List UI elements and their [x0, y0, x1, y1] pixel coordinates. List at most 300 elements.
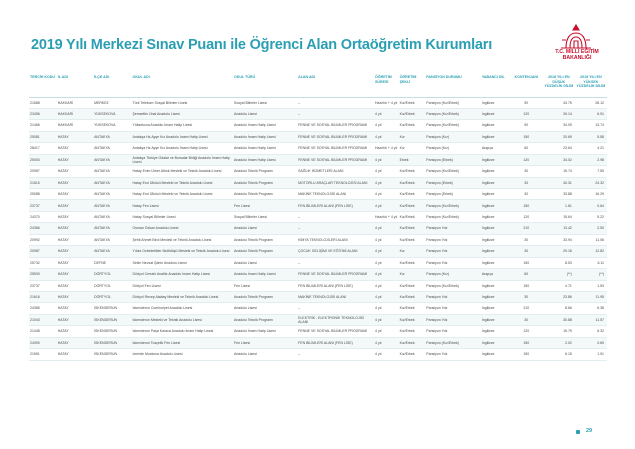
cell-district: ANTAKYA [93, 154, 131, 165]
cell-school: İzmirde Moskova Anadolu Lisesi [132, 349, 233, 360]
cell-hostel: Pansiyon (Kız/Erkek) [425, 337, 481, 348]
cell-quota: 30 [510, 314, 543, 325]
cell-p1: 8.66 [543, 303, 575, 314]
cell-quota: 120 [510, 154, 543, 165]
cell-type: Anadolu Teknik Programı [233, 189, 297, 200]
cell-code: 25088 [29, 189, 57, 200]
col-district: İLÇE ADI [93, 74, 131, 97]
cell-p1: 33.88 [543, 189, 575, 200]
cell-hostel: Pansiyon Yok [425, 326, 481, 337]
cell-p1: 43.75 [543, 97, 575, 108]
table-row [29, 234, 607, 245]
cell-mode: Kız [399, 269, 426, 280]
cell-hostel: Pansiyon (Kız/Erkek) [425, 97, 481, 108]
cell-term: 4 yıl [374, 337, 399, 348]
cell-term: 4 yıl [374, 189, 399, 200]
cell-hostel: Pansiyon Yok [425, 314, 481, 325]
table-header [29, 74, 607, 97]
cell-p1: 4.71 [543, 280, 575, 291]
cell-hostel: Pansiyon Yok [425, 246, 481, 257]
table-row [29, 303, 607, 314]
cell-district: İSKENDERUN [93, 303, 131, 314]
cell-school: Hatay Evim Ümer Altıok Mesleki ve Teknik Anadolu Lisesi [132, 166, 233, 177]
cell-p2: 6.32 [575, 326, 607, 337]
cell-quota: 120 [510, 108, 543, 119]
cell-district: ANTAKYA [93, 131, 131, 142]
cell-field: – [297, 303, 374, 314]
table-row [29, 120, 607, 131]
cell-mode: Kız/Erkek [399, 108, 426, 119]
cell-field: FEN BİLİMLERİ ALANI (FEN LİSE) [297, 280, 374, 291]
cell-p2: 2.50 [575, 223, 607, 234]
table-row [29, 154, 607, 165]
cell-quota: 150 [510, 349, 543, 360]
cell-district: ANTAKYA [93, 234, 131, 245]
cell-field: – [297, 211, 374, 222]
col-field: ALAN ADI [297, 74, 374, 97]
cell-hostel: Pansiyon Yok [425, 223, 481, 234]
cell-city: HATAY [57, 177, 93, 188]
cell-term: Hazırlık + 4 yıl [374, 143, 399, 154]
cell-school: İskenderun Tosçelik Fen Lisesi [132, 337, 233, 348]
cell-code: 28417 [29, 143, 57, 154]
cell-lang: Arapça [481, 143, 510, 154]
cell-type: Anadolu Teknik Programı [233, 177, 297, 188]
cell-type: Fen Lisesi [233, 337, 297, 348]
table-row [29, 280, 607, 291]
cell-lang: İngilizce [481, 326, 510, 337]
cell-hostel: Pansiyon Yok [425, 291, 481, 302]
cell-mode: Kız [399, 131, 426, 142]
cell-type: Sosyal Bilimler Lisesi [233, 211, 297, 222]
cell-code: 21448 [29, 326, 57, 337]
cell-code: 21043 [29, 314, 57, 325]
col-city: İL ADI [57, 74, 93, 97]
cell-mode: Kız/Erkek [399, 337, 426, 348]
cell-term: 4 yıl [374, 223, 399, 234]
cell-field: FEN BİLİMLERİ ALANI (FEN LİSE) [297, 200, 374, 211]
cell-city: HAKKARİ [57, 97, 93, 108]
cell-mode: Kız/Erkek [399, 280, 426, 291]
cell-quota: 150 [510, 200, 543, 211]
cell-lang: İngilizce [481, 131, 510, 142]
cell-school: İskenderun Cumhuriyet Anadolu Lisesi [132, 303, 233, 314]
cell-field: MAKİNE TEKNOLOJİSİ ALANI [297, 189, 374, 200]
cell-quota: 120 [510, 211, 543, 222]
cell-type: Anadolu Lisesi [233, 223, 297, 234]
cell-lang: İngilizce [481, 108, 510, 119]
cell-hostel: Pansiyon (Kız/Erkek) [425, 200, 481, 211]
cell-quota: 150 [510, 280, 543, 291]
cell-lang: İngilizce [481, 291, 510, 302]
cell-district: ANTAKYA [93, 166, 131, 177]
cell-p2: 16.29 [575, 189, 607, 200]
cell-type: Anadolu İmam Hatip Lisesi [233, 269, 297, 280]
cell-lang: İngilizce [481, 314, 510, 325]
cell-city: HATAY [57, 143, 93, 154]
cell-p2: 13.74 [575, 120, 607, 131]
cell-district: ANTAKYA [93, 211, 131, 222]
cell-district: DEFNE [93, 257, 131, 268]
cell-p1: 13.42 [543, 223, 575, 234]
cell-lang: İngilizce [481, 154, 510, 165]
col-code: TERCİH KODU [29, 74, 57, 97]
cell-term: 4 yıl [374, 177, 399, 188]
cell-hostel: Pansiyon (Kız/Erkek) [425, 108, 481, 119]
cell-district: DÖRTYOL [93, 291, 131, 302]
cell-quota: 120 [510, 326, 543, 337]
cell-school: Antakya Hz.Ayşe Kız Anadolu İmam Hatip Lisesi [132, 143, 233, 154]
cell-type: Sosyal Bilimler Lisesi [233, 97, 297, 108]
cell-school: Şehit Ahmet Birol Mesleki ve Teknik Anadolu Lisesi [132, 234, 233, 245]
cell-p1: 8.53 [543, 257, 575, 268]
cell-code: 21688 [29, 97, 57, 108]
col-quota: KONTENJANI [510, 74, 543, 97]
cell-term: 4 yıl [374, 291, 399, 302]
cell-field: FENNE VE SOSYAL BİLİMLER PROGRAMI [297, 269, 374, 280]
cell-school: Dörtyol Recep Atabay Mesleki ve Teknik Anadolu Lisesi [132, 291, 233, 302]
cell-field: FENNE VE SOSYAL BİLİMLER PROGRAMI [297, 143, 374, 154]
col-term: ÖĞRETİM SÜRESİ [374, 74, 399, 97]
cell-p1: 29.16 [543, 246, 575, 257]
cell-term: 4 yıl [374, 120, 399, 131]
cell-lang: İngilizce [481, 189, 510, 200]
cell-code: 23737 [29, 280, 57, 291]
cell-lang: İngilizce [481, 303, 510, 314]
cell-field: ÇOCUK GELİŞİMİ VE EĞİTİMİ ALANI [297, 246, 374, 257]
cell-hostel: Pansiyon (Kız) [425, 269, 481, 280]
cell-city: HATAY [57, 314, 93, 325]
cell-mode: Kız/Erkek [399, 189, 426, 200]
cell-hostel: Pansiyon (Kız) [425, 143, 481, 154]
cell-city: HATAY [57, 246, 93, 257]
cell-hostel: Pansiyon Yok [425, 303, 481, 314]
cell-code: 24370 [29, 211, 57, 222]
cell-p1: 15.64 [543, 211, 575, 222]
cell-school: Yüksekova Anadolu İmam Hatip Lisesi [132, 120, 233, 131]
cell-city: HATAY [57, 269, 93, 280]
cell-lang: İngilizce [481, 211, 510, 222]
cell-hostel: Pansiyon (Erkek) [425, 154, 481, 165]
cell-p1: 1.61 [543, 200, 575, 211]
cell-mode: Kız [399, 143, 426, 154]
cell-field: – [297, 257, 374, 268]
cell-quota: 30 [510, 234, 543, 245]
cell-code: 20992 [29, 234, 57, 245]
cell-school: Antakya Türkiye Odalar ve Borsalar Birliği Anadolu İmam Hatip Lisesi [132, 154, 233, 165]
cell-code: 25732 [29, 257, 57, 268]
cell-district: YÜKSEKOVA [93, 120, 131, 131]
cell-quota: 90 [510, 97, 543, 108]
cell-hostel: Pansiyon Yok [425, 349, 481, 360]
schools-table [29, 74, 607, 361]
cell-quota: 30 [510, 177, 543, 188]
cell-p2: 4.21 [575, 143, 607, 154]
cell-hostel: Pansiyon Yok [425, 257, 481, 268]
cell-lang: İngilizce [481, 246, 510, 257]
cell-quota: 30 [510, 246, 543, 257]
cell-city: HATAY [57, 200, 93, 211]
page-marker [576, 430, 580, 434]
cell-district: ANTAKYA [93, 223, 131, 234]
cell-mode: Kız/Erkek [399, 314, 426, 325]
cell-city: HATAY [57, 166, 93, 177]
table-row [29, 337, 607, 348]
cell-lang: İngilizce [481, 200, 510, 211]
cell-mode: Kız/Erkek [399, 223, 426, 234]
cell-code: 21466 [29, 120, 57, 131]
table-row [29, 246, 607, 257]
cell-type: Anadolu İmam Hatip Lisesi [233, 154, 297, 165]
cell-p1: 2.02 [543, 337, 575, 348]
cell-p1: 34.02 [543, 154, 575, 165]
cell-p1: 20.69 [543, 131, 575, 142]
table-row [29, 257, 607, 268]
cell-p1: 40.31 [543, 177, 575, 188]
cell-field: FENNE VE SOSYAL BİLİMLER PROGRAMI [297, 120, 374, 131]
cell-field: – [297, 349, 374, 360]
cell-field: FENNE VE SOSYAL BİLİMLER PROGRAMI [297, 131, 374, 142]
cell-hostel: Pansiyon (Kız/Erkek) [425, 211, 481, 222]
cell-lang: İngilizce [481, 120, 510, 131]
cell-mode: Kız/Erkek [399, 326, 426, 337]
cell-hostel: Pansiyon (Kız/Erkek) [425, 280, 481, 291]
cell-field: MOTORLU ARAÇLAR TEKNOLOJİSİ ALANI [297, 177, 374, 188]
table-row [29, 143, 607, 154]
cell-school: Hatay Sosyal Bilimler Lisesi [132, 211, 233, 222]
cell-quota: 210 [510, 223, 543, 234]
table-row [29, 200, 607, 211]
logo-name: T.C. MİLLÎ EĞİTİM BAKANLIĞI [555, 49, 599, 61]
cell-district: ANTAKYA [93, 189, 131, 200]
cell-city: HATAY [57, 280, 93, 291]
cell-city: HATAY [57, 303, 93, 314]
cell-lang: İngilizce [481, 177, 510, 188]
cell-term: 4 yıl [374, 234, 399, 245]
cell-term: 4 yıl [374, 280, 399, 291]
cell-lang: İngilizce [481, 166, 510, 177]
cell-mode: Kız/Erkek [399, 291, 426, 302]
col-in-pct: 2018 YILI EN DÜŞÜK YÜZDELİK DİLİM [543, 74, 575, 97]
cell-lang: İngilizce [481, 280, 510, 291]
cell-district: DÖRTYOL [93, 269, 131, 280]
cell-school: Hatay Erol Ülkücü Mesleki ve Teknik Anadolu Lisesi [132, 177, 233, 188]
cell-p1: 6.15 [543, 349, 575, 360]
cell-mode: Kız/Erkek [399, 166, 426, 177]
cell-district: ANTAKYA [93, 246, 131, 257]
cell-mode: Kız/Erkek [399, 257, 426, 268]
cell-term: 4 yıl [374, 154, 399, 165]
cell-code: 20987 [29, 246, 57, 257]
cell-p1: 15.74 [543, 166, 575, 177]
cell-quota: 30 [510, 291, 543, 302]
cell-district: ANTAKYA [93, 177, 131, 188]
cell-quota: 90 [510, 120, 543, 131]
cell-p2: 0.64 [575, 200, 607, 211]
cell-city: HATAY [57, 189, 93, 200]
cell-term: 4 yıl [374, 269, 399, 280]
cell-school: Selim Nevzat Şahin Anadolu Lisesi [132, 257, 233, 268]
cell-city: HATAY [57, 131, 93, 142]
cell-type: Anadolu Teknik Programı [233, 166, 297, 177]
cell-city: HATAY [57, 211, 93, 222]
cell-field: FEN BİLİMLERİ ALANI (FEN LİSE) [297, 337, 374, 348]
table-row [29, 211, 607, 222]
cell-school: Antakya Hz.Ayşe Kız Anadolu İmam Hatip Lisesi [132, 131, 233, 142]
cell-quota: 210 [510, 303, 543, 314]
cell-term: 4 yıl [374, 200, 399, 211]
cell-quota: 60 [510, 269, 543, 280]
cell-district: İSKENDERUN [93, 337, 131, 348]
cell-city: HAKKARİ [57, 120, 93, 131]
cell-p1: 26.14 [543, 108, 575, 119]
col-out-pct: 2019 YILI EN YÜKSEK YÜZDELİK DİLİM [575, 74, 607, 97]
cell-mode: Kız/Erkek [399, 120, 426, 131]
cell-p1: 23.64 [543, 143, 575, 154]
table-row [29, 326, 607, 337]
cell-school: Dörtyol Fen Lisesi [132, 280, 233, 291]
cell-field: KİMYA TEKNOLOJİLERİ ALANI [297, 234, 374, 245]
cell-p2: 11.57 [575, 314, 607, 325]
cell-p2: 12.82 [575, 246, 607, 257]
table-row [29, 189, 607, 200]
cell-mode: Kız/Erkek [399, 303, 426, 314]
cell-lang: İngilizce [481, 349, 510, 360]
cell-school: İskenderun Paşa Karaca Anadolu İmam Hatip Lisesi [132, 326, 233, 337]
cell-p2: 6.38 [575, 303, 607, 314]
cell-p2: 11.95 [575, 291, 607, 302]
cell-code: 23456 [29, 108, 57, 119]
ministry-emblem-icon [552, 22, 600, 50]
cell-code: 25539 [29, 269, 57, 280]
cell-city: HATAY [57, 337, 93, 348]
cell-field: FENNE VE SOSYAL BİLİMLER PROGRAMI [297, 154, 374, 165]
cell-type: Anadolu Teknik Programı [233, 234, 297, 245]
cell-hostel: Pansiyon (Kız/Erkek) [425, 120, 481, 131]
cell-code: 24385 [29, 303, 57, 314]
cell-term: Hazırlık + 4 yıl [374, 97, 399, 108]
cell-p2: 0.69 [575, 337, 607, 348]
cell-school: Yıldız Ozbekelikler Multidüşü Mesleki ve Teknik Anadolu Lisesi [132, 246, 233, 257]
cell-p1: 23.86 [543, 291, 575, 302]
cell-code: 23737 [29, 200, 57, 211]
cell-lang: İngilizce [481, 337, 510, 348]
table-row [29, 108, 607, 119]
col-school: OKUL ADI [132, 74, 233, 97]
cell-p1: 34.09 [543, 120, 575, 131]
cell-city: HATAY [57, 234, 93, 245]
cell-city: HATAY [57, 154, 93, 165]
cell-city: HATAY [57, 223, 93, 234]
cell-term: 4 yıl [374, 246, 399, 257]
table-row [29, 97, 607, 108]
cell-code: 25003 [29, 154, 57, 165]
cell-mode: Kız/Erkek [399, 349, 426, 360]
cell-field: ELEKTRİK - ELEKTRONİK TEKNOLOJİSİ ALANI [297, 314, 374, 325]
cell-type: Anadolu Teknik Programı [233, 246, 297, 257]
cell-district: ANTAKYA [93, 143, 131, 154]
cell-p2: 2.98 [575, 154, 607, 165]
cell-type: Anadolu Lisesi [233, 257, 297, 268]
cell-type: Anadolu Teknik Programı [233, 291, 297, 302]
cell-lang: İngilizce [481, 223, 510, 234]
table-row [29, 131, 607, 142]
cell-mode: Kız/Erkek [399, 200, 426, 211]
cell-p2: 28.12 [575, 97, 607, 108]
cell-quota: 60 [510, 143, 543, 154]
page-number: 29 [586, 428, 593, 434]
cell-district: MERKEZ [93, 97, 131, 108]
col-type: OKUL TÜRÜ [233, 74, 297, 97]
cell-district: İSKENDERUN [93, 326, 131, 337]
table-row [29, 166, 607, 177]
cell-code: 24366 [29, 223, 57, 234]
cell-district: İSKENDERUN [93, 314, 131, 325]
page-title: 2019 Yılı Merkezi Sınav Puanı ile Öğrenci Alan Ortaöğretim Kurumları [31, 37, 493, 53]
cell-lang: Arapça [481, 269, 510, 280]
cell-hostel: Pansiyon (Kız) [425, 131, 481, 142]
cell-city: HATAY [57, 326, 93, 337]
cell-hostel: Pansiyon (Erkek) [425, 189, 481, 200]
cell-school: Hatay Erol Ülkücü Mesleki ve Teknik Anadolu Lisesi [132, 189, 233, 200]
cell-school: Osman Özkan Anadolu Lisesi [132, 223, 233, 234]
cell-p2: 6.91 [575, 108, 607, 119]
cell-p2: 1.53 [575, 280, 607, 291]
cell-code: 21591 [29, 349, 57, 360]
cell-p2: 5.58 [575, 131, 607, 142]
cell-mode: Kız/Erkek [399, 211, 426, 222]
cell-code: 25081 [29, 131, 57, 142]
table-row [29, 269, 607, 280]
cell-p1: (**) [543, 269, 575, 280]
cell-quota: 150 [510, 257, 543, 268]
cell-code: 20957 [29, 166, 57, 177]
cell-code: 21615 [29, 177, 57, 188]
cell-field: – [297, 97, 374, 108]
cell-school: Dörtyol Cerrahi Anafitz Anadolu İmam Hatip Lisesi [132, 269, 233, 280]
cell-school: Türk Telekom Sosyal Bilimler Lisesi [132, 97, 233, 108]
cell-type: Fen Lisesi [233, 280, 297, 291]
cell-term: Hazırlık + 4 yıl [374, 211, 399, 222]
cell-p1: 33.94 [543, 234, 575, 245]
cell-city: HAKKARİ [57, 108, 93, 119]
cell-type: Anadolu İmam Hatip Lisesi [233, 326, 297, 337]
cell-mode: Kız/Erkek [399, 97, 426, 108]
cell-term: 4 yıl [374, 257, 399, 268]
cell-field: – [297, 108, 374, 119]
cell-hostel: Pansiyon Yok [425, 234, 481, 245]
cell-p1: 30.88 [543, 314, 575, 325]
table-row [29, 291, 607, 302]
table-row [29, 314, 607, 325]
cell-mode: Kız/Erkek [399, 234, 426, 245]
cell-p1: 15.79 [543, 326, 575, 337]
cell-district: YÜKSEKOVA [93, 108, 131, 119]
cell-lang: İngilizce [481, 257, 510, 268]
cell-p2: 6.11 [575, 257, 607, 268]
cell-term: 4 yıl [374, 166, 399, 177]
cell-p2: 7.55 [575, 166, 607, 177]
cell-p2: 24.32 [575, 177, 607, 188]
col-lang: YABANCI DİL [481, 74, 510, 97]
cell-mode: Kız/Erkek [399, 177, 426, 188]
cell-district: DÖRTYOL [93, 280, 131, 291]
cell-field: FENNE VE SOSYAL BİLİMLER PROGRAMI [297, 326, 374, 337]
cell-field: – [297, 223, 374, 234]
cell-code: 24390 [29, 337, 57, 348]
cell-type: Anadolu Lisesi [233, 303, 297, 314]
col-mode: ÖĞRETİM ŞEKLİ [399, 74, 426, 97]
